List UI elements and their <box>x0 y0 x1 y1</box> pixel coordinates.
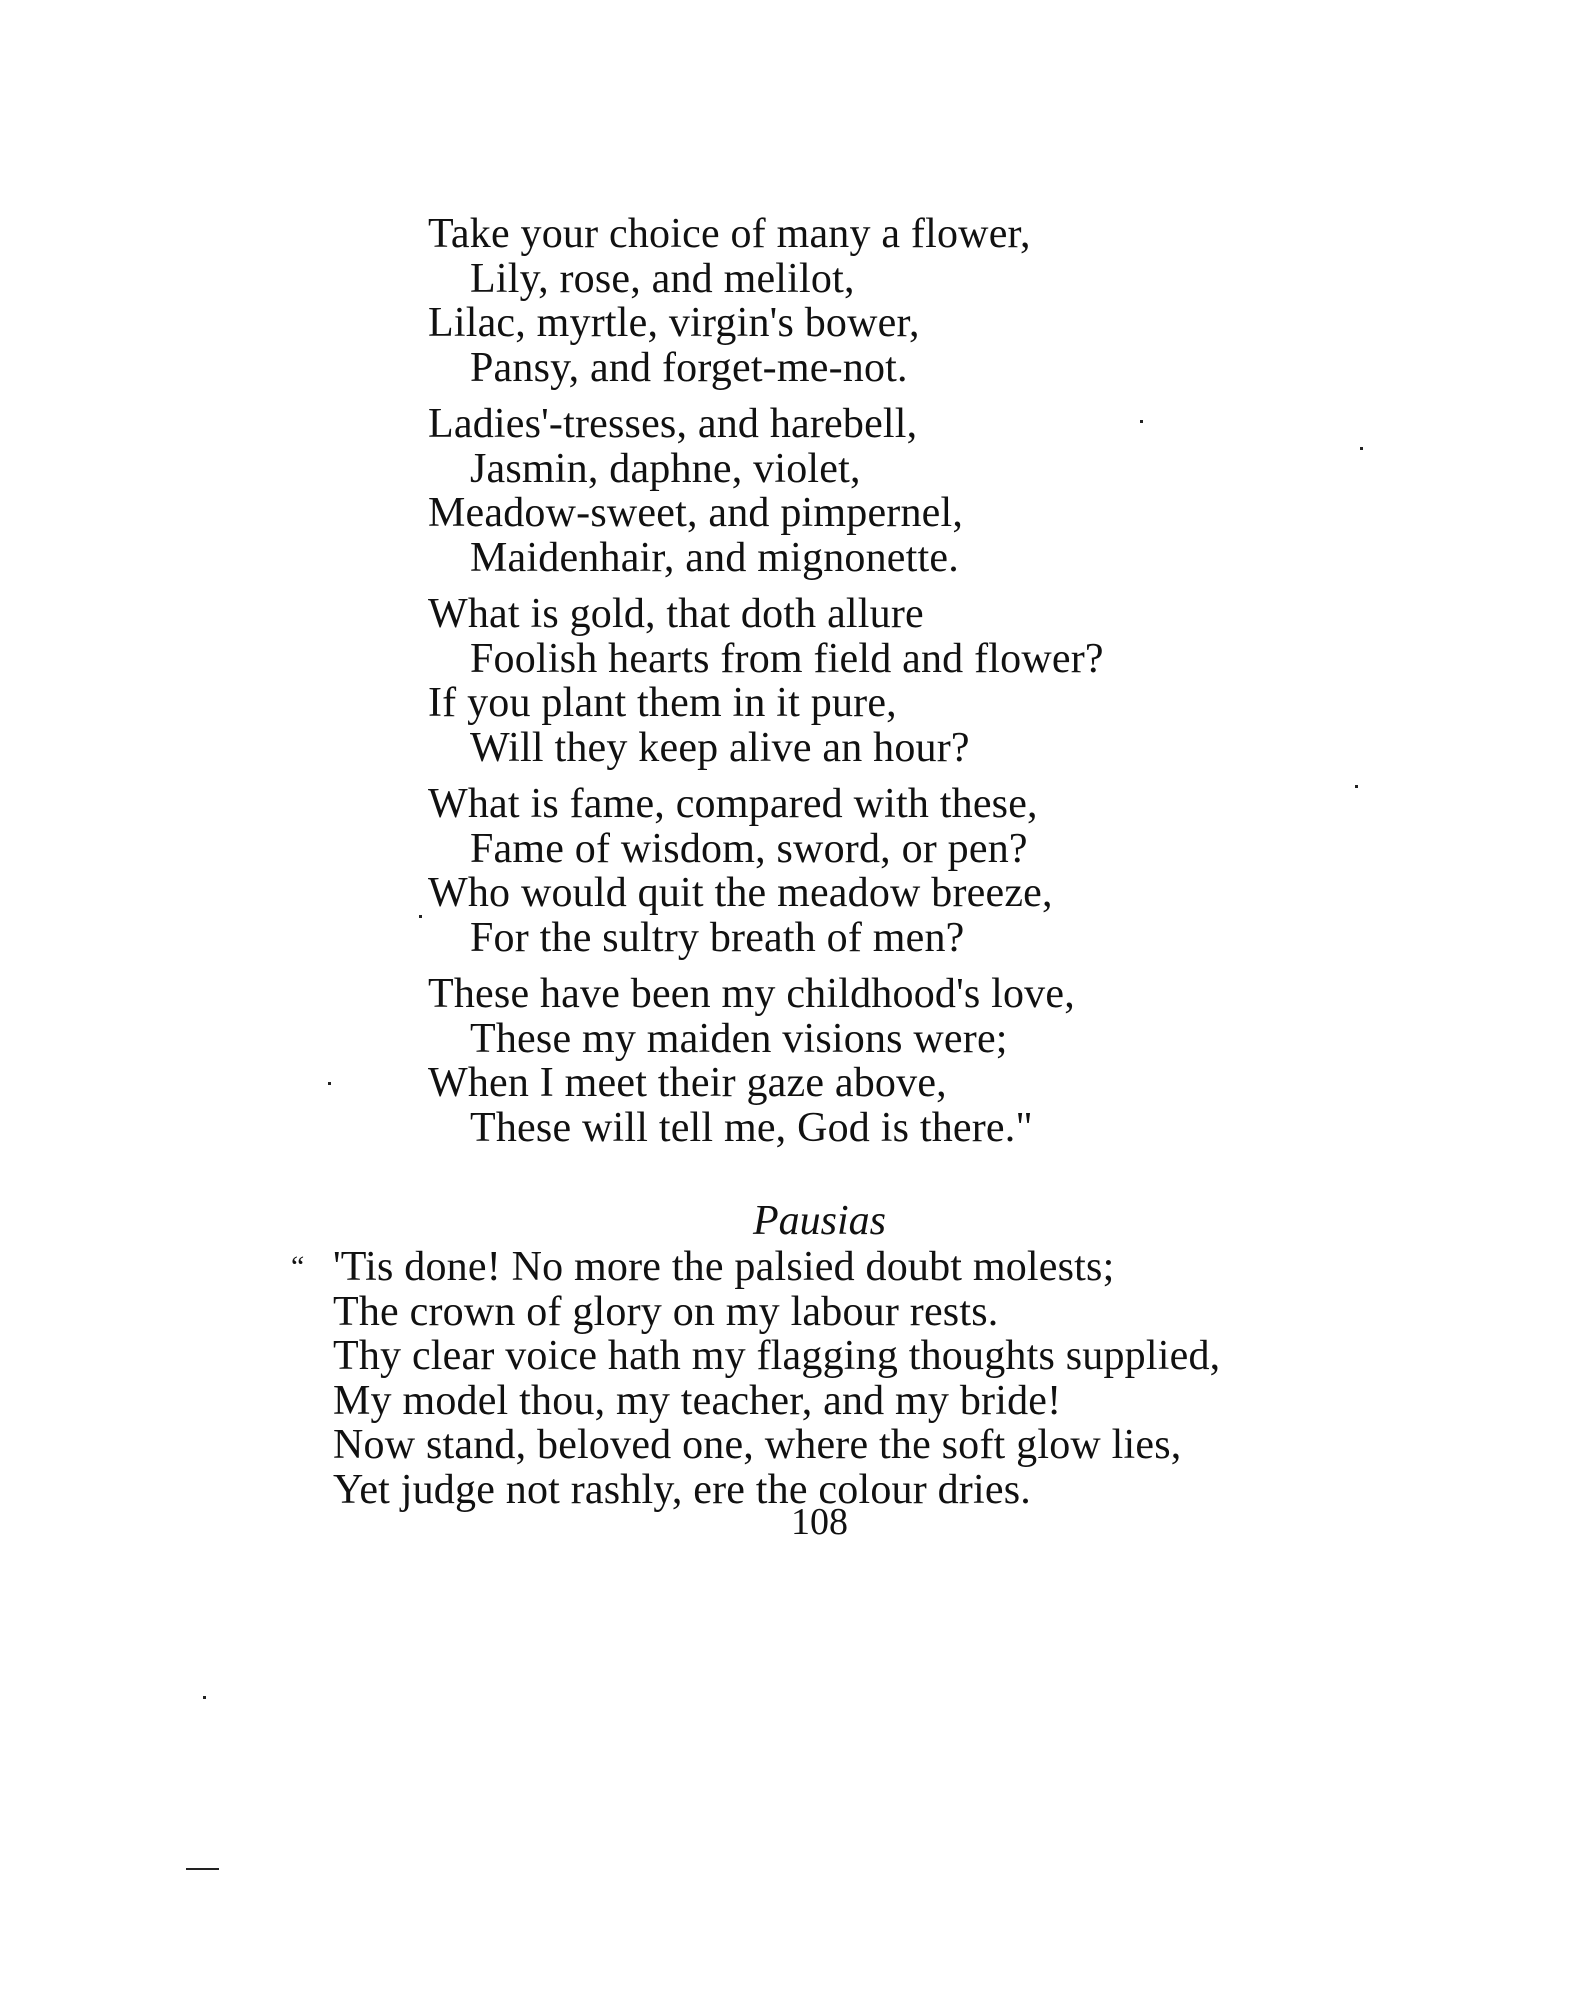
poem-line: Take your choice of many a flower, <box>428 211 1031 257</box>
poem-line: Ladies'-tresses, and harebell, <box>428 401 918 447</box>
scan-speck <box>328 1082 331 1085</box>
page-number: 108 <box>791 1501 848 1543</box>
poem-line: Lily, rose, and melilot, <box>470 255 855 302</box>
scan-dash <box>186 1868 219 1870</box>
poem-line: Lilac, myrtle, virgin's bower, <box>428 300 920 346</box>
poem-line: These my maiden visions were; <box>470 1015 1008 1062</box>
poem-line: These have been my childhood's love, <box>428 971 1075 1017</box>
verse-line: 'Tis done! No more the palsied doubt molests; <box>333 1244 1115 1290</box>
verse-line: Yet judge not rashly, ere the colour dries. <box>333 1466 1031 1513</box>
section-heading: Pausias <box>752 1198 886 1244</box>
verse-line: Thy clear voice hath my flagging thoughts supplied, <box>333 1333 1221 1379</box>
scan-speck <box>1355 785 1358 788</box>
stanza <box>428 402 1348 580</box>
pausias-verse <box>291 1244 1433 1513</box>
scan-speck <box>1140 420 1143 423</box>
poem-line: What is fame, compared with these, <box>428 781 1038 827</box>
poem-line: These will tell me, God is there." <box>470 1104 1033 1151</box>
poem-line: What is gold, that doth allure <box>428 591 924 637</box>
poem-line: Maidenhair, and mignonette. <box>470 534 959 581</box>
scan-speck <box>1360 447 1363 450</box>
poem-line: Who would quit the meadow breeze, <box>428 870 1053 916</box>
poem-line: Foolish hearts from field and flower? <box>470 635 1104 682</box>
poem-line: If you plant them in it pure, <box>428 680 897 726</box>
verse-line: The crown of glory on my labour rests. <box>333 1288 999 1335</box>
stanza <box>428 212 1348 390</box>
scan-speck <box>203 1696 206 1699</box>
poem-line: Pansy, and forget-me-not. <box>470 344 908 391</box>
scan-speck <box>419 915 422 918</box>
poem-line: When I meet their gaze above, <box>428 1060 947 1106</box>
poem-line: Will they keep alive an hour? <box>470 724 970 771</box>
poem-line: Jasmin, daphne, violet, <box>470 445 861 492</box>
verse-line: Now stand, beloved one, where the soft glow lies, <box>333 1422 1182 1468</box>
opening-quote-mark: “ <box>291 1250 305 1283</box>
stanza <box>428 972 1348 1150</box>
stanza <box>428 782 1348 960</box>
poem-line: Meadow-sweet, and pimpernel, <box>428 490 964 536</box>
poem-line: Fame of wisdom, sword, or pen? <box>470 825 1028 872</box>
stanza <box>428 592 1348 770</box>
poem-stanzas <box>428 212 1348 1162</box>
verse-line: My model thou, my teacher, and my bride! <box>333 1377 1062 1424</box>
poem-line: For the sultry breath of men? <box>470 914 965 961</box>
